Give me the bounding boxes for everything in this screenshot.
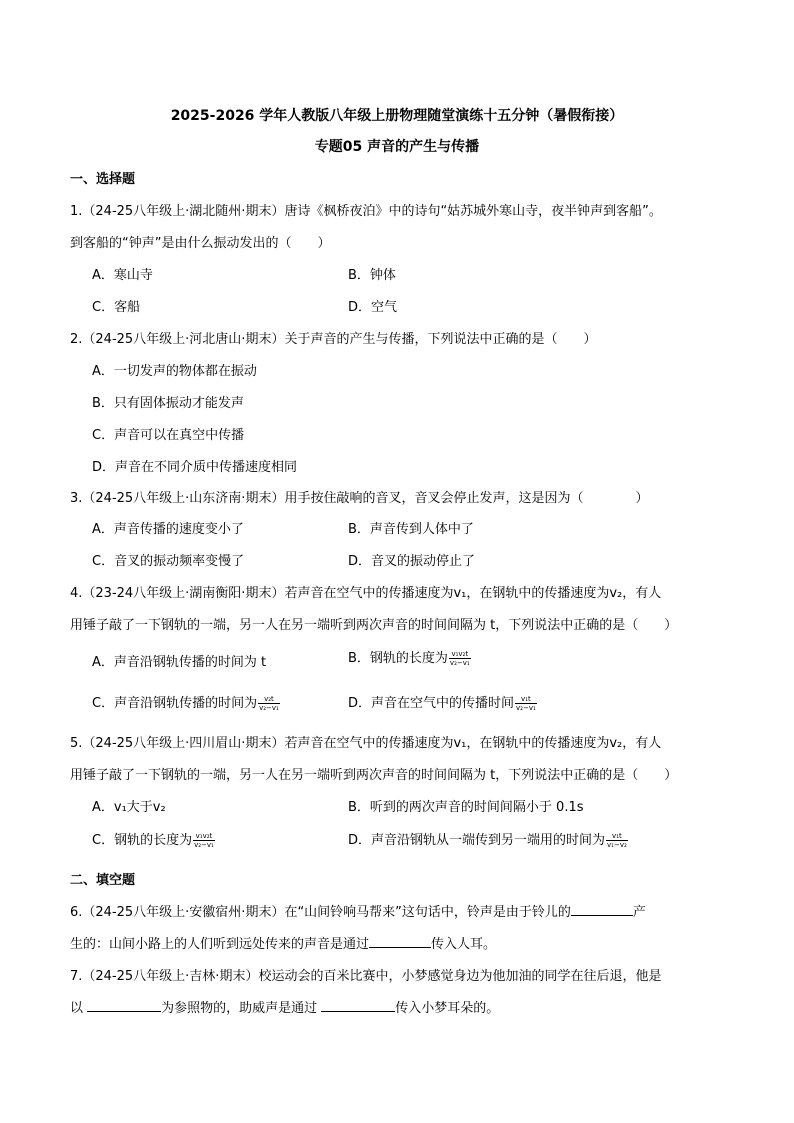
question-3-option-c: C．音叉的振动频率变慢了 xyxy=(92,554,245,569)
question-text: 为参照物的，助威声是通过 xyxy=(161,1001,322,1016)
question-4-option-c xyxy=(92,692,280,712)
fraction-denominator: v₁−v₂ xyxy=(607,841,627,849)
fraction-denominator: v₂−v₁ xyxy=(259,704,279,712)
fraction-numerator: v₁v₂t xyxy=(193,832,215,841)
question-5-option-a: A．v₁大于v₂ xyxy=(92,800,166,815)
question-1-option-d: D．空气 xyxy=(348,300,398,315)
fraction-numerator: v₁v₂t xyxy=(449,650,471,659)
question-7-stem-cont xyxy=(70,997,499,1016)
fraction-numerator: v₂t xyxy=(258,695,280,704)
question-2-option-d: D．声音在不同介质中传播速度相同 xyxy=(92,460,298,475)
option-text: B．钢轨的长度为 xyxy=(348,651,448,666)
document-title: 2025-2026 学年人教版八年级上册物理随堂演练十五分钟（暑假衔接） xyxy=(170,108,624,124)
question-5-option-b: B．听到的两次声音的时间间隔小于 0.1s xyxy=(348,800,584,815)
question-4-option-a: A．声音沿钢轨传播的时间为 t xyxy=(92,655,267,670)
question-6-stem-cont xyxy=(70,933,496,952)
question-3-option-a: A．声音传播的速度变小了 xyxy=(92,522,244,537)
question-5-stem-cont: 用锤子敲了一下钢轨的一端，另一人在另一端听到两次声音的时间间隔为 t，下列说法中正确的是（ ） xyxy=(70,768,678,783)
fraction-numerator: v₁t xyxy=(606,832,628,841)
section-heading-choice: 一、选择题 xyxy=(70,172,136,187)
answer-blank[interactable] xyxy=(369,935,431,948)
question-1-option-b: B．钟体 xyxy=(348,268,396,283)
fraction xyxy=(258,695,280,712)
answer-blank[interactable] xyxy=(321,999,395,1012)
fraction-denominator: v₂−v₁ xyxy=(194,841,214,849)
fraction-numerator: v₁t xyxy=(515,695,537,704)
question-text: 生的：山间小路上的人们听到远处传来的声音是通过 xyxy=(70,937,370,952)
option-text: D．声音在空气中的传播时间 xyxy=(348,696,515,711)
question-3-option-d: D．音叉的振动停止了 xyxy=(348,554,476,569)
question-text: 产 xyxy=(632,905,646,920)
question-2-option-c: C．声音可以在真空中传播 xyxy=(92,428,245,443)
question-1-stem: 1.（24-25八年级上·湖北随州·期末）唐诗《枫桥夜泊》中的诗句“姑苏城外寒山寺，夜半钟声到客船”。 xyxy=(70,204,662,219)
question-4-stem-cont: 用锤子敲了一下钢轨的一端，另一人在另一端听到两次声音的时间间隔为 t，下列说法中正确的是（ ） xyxy=(70,618,678,633)
fraction xyxy=(193,832,215,849)
fraction xyxy=(449,650,471,667)
option-text: C．声音沿钢轨传播的时间为 xyxy=(92,696,258,711)
question-1-stem-cont: 到客船的“钟声”是由什么振动发出的（ ） xyxy=(70,236,331,251)
question-2-stem: 2.（24-25八年级上·河北唐山·期末）关于声音的产生与传播，下列说法中正确的是（ ） xyxy=(70,332,597,347)
question-5-option-d xyxy=(348,829,628,849)
fraction xyxy=(606,832,628,849)
question-text: 传入人耳。 xyxy=(431,937,497,952)
answer-blank[interactable] xyxy=(87,999,161,1012)
question-text: 6.（24-25八年级上·安徽宿州·期末）在“山间铃响马帮来”这句话中，铃声是由于铃儿的 xyxy=(70,905,571,920)
fraction-denominator: v₂−v₁ xyxy=(449,659,470,667)
question-3-option-b: B．声音传到人体中了 xyxy=(348,522,474,537)
question-5-stem: 5.（24-25八年级上·四川眉山·期末）若声音在空气中的传播速度为v₁，在钢轨中的传播速度为v₂，有人 xyxy=(70,736,662,751)
question-text: 以 xyxy=(70,1001,88,1016)
document-subtitle: 专题05 声音的产生与传播 xyxy=(314,139,480,155)
question-2-option-a: A．一切发声的物体都在振动 xyxy=(92,364,257,379)
fraction-denominator: v₂−v₁ xyxy=(516,704,536,712)
question-6-stem xyxy=(70,901,646,920)
question-1-option-c: C．客船 xyxy=(92,300,141,315)
question-1-option-a: A．寒山寺 xyxy=(92,268,153,283)
question-7-stem: 7.（24-25八年级上·吉林·期末）校运动会的百米比赛中，小梦感觉身边为他加油的同学在往后退，他是 xyxy=(70,969,662,984)
option-text: C．钢轨的长度为 xyxy=(92,833,193,848)
fraction xyxy=(515,695,537,712)
question-text: 传入小梦耳朵的。 xyxy=(395,1001,500,1016)
question-4-option-d xyxy=(348,692,537,712)
question-4-stem: 4.（23-24八年级上·湖南衡阳·期末）若声音在空气中的传播速度为v₁，在钢轨中的传播速度为v₂，有人 xyxy=(70,586,662,601)
question-2-option-b: B．只有固体振动才能发声 xyxy=(92,396,244,411)
question-3-stem: 3.（24-25八年级上·山东济南·期末）用手按住敲响的音叉，音叉会停止发声，这是因为（ ） xyxy=(70,491,649,506)
section-heading-fill: 二、填空题 xyxy=(70,873,136,888)
answer-blank[interactable] xyxy=(571,903,633,916)
option-text: D．声音沿钢轨从一端传到另一端用的时间为 xyxy=(348,833,606,848)
question-5-option-c xyxy=(92,829,215,849)
question-4-option-b xyxy=(348,647,471,667)
